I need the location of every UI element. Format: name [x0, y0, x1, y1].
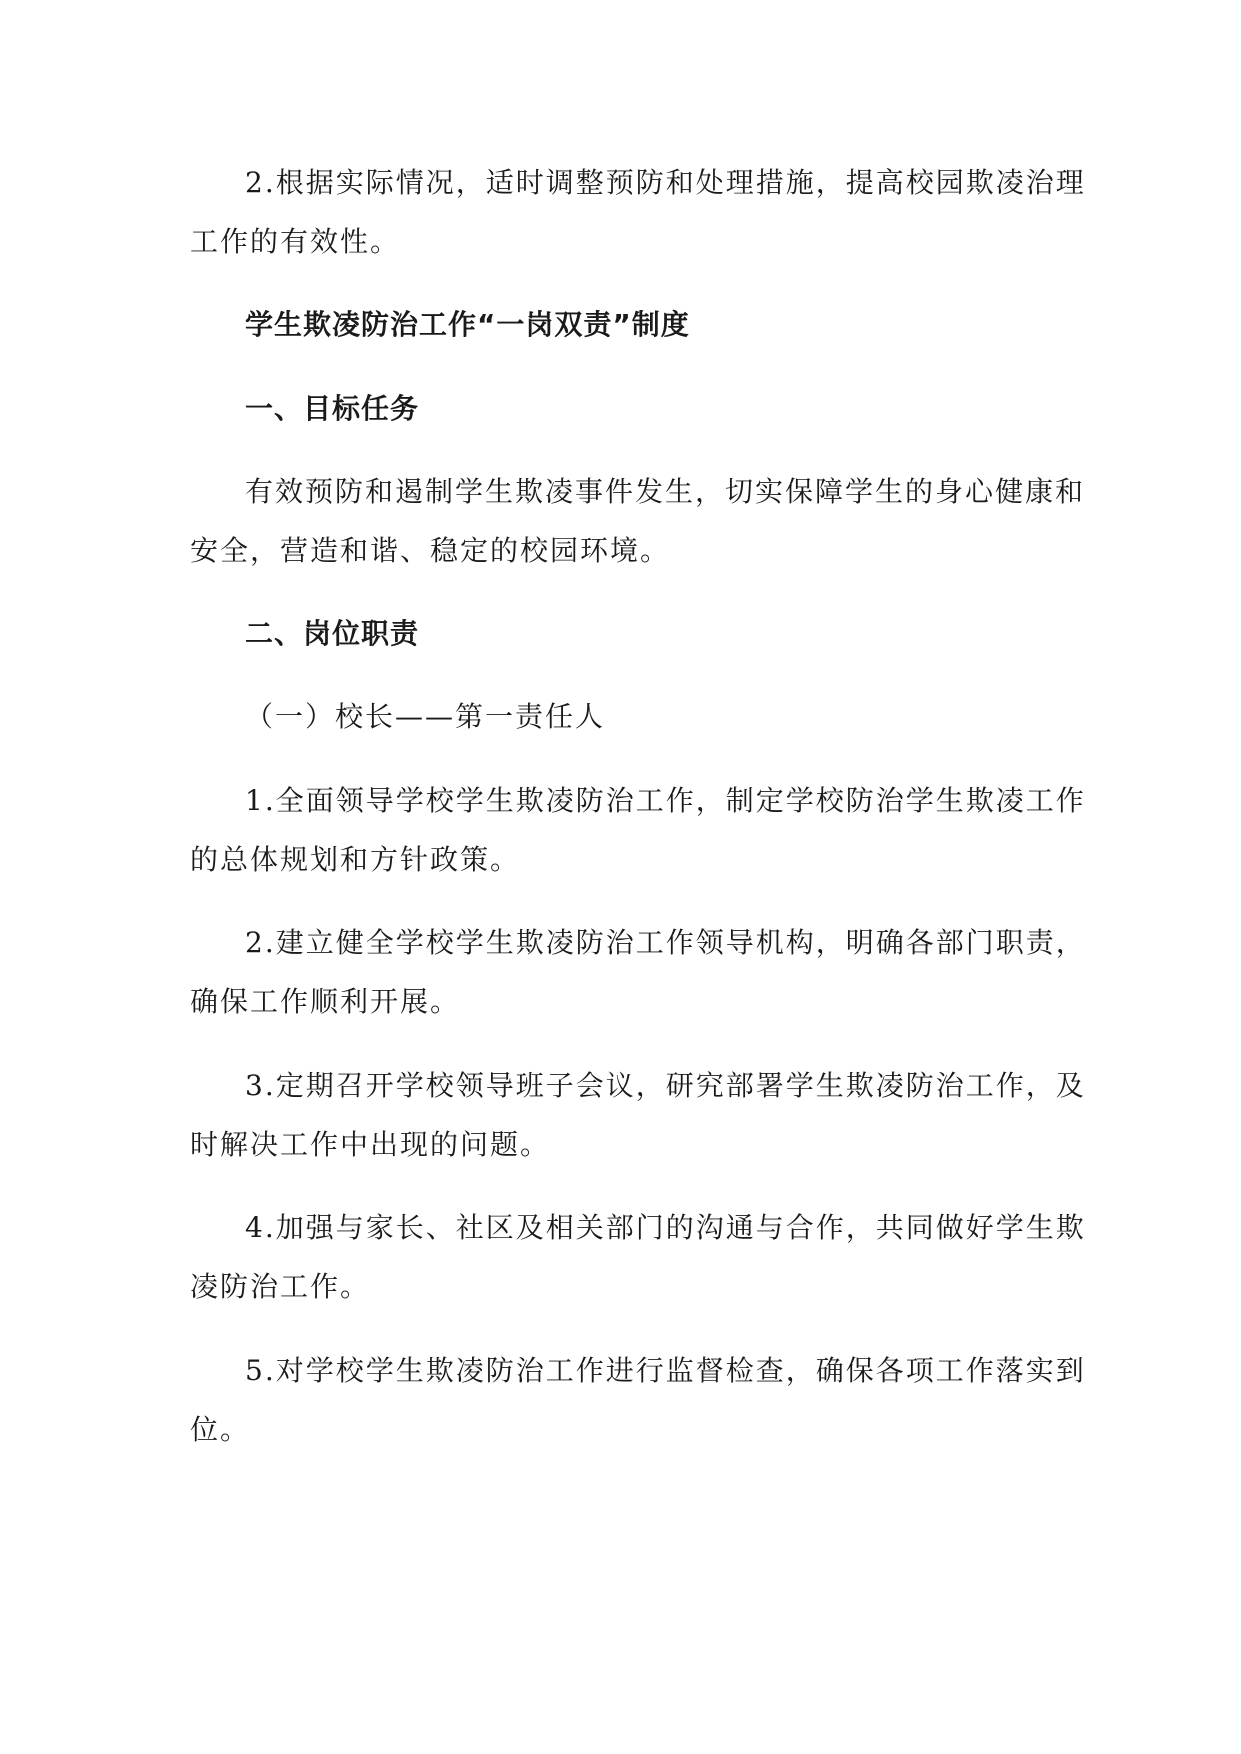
duty-item-5-line-1: 5.对学校学生欺凌防治工作进行监督检查，确保各项工作落实到 — [245, 1354, 1086, 1387]
subsection-heading-principal: （一）校长——第一责任人 — [245, 700, 606, 733]
duty-item-5-line-2: 位。 — [190, 1413, 251, 1446]
document-title: 学生欺凌防治工作“一岗双责”制度 — [245, 308, 690, 341]
goals-paragraph-line-2: 安全，营造和谐、稳定的校园环境。 — [190, 534, 671, 567]
duty-item-3-line-2: 时解决工作中出现的问题。 — [190, 1128, 551, 1161]
section-heading-goals: 一、目标任务 — [245, 392, 420, 425]
duty-item-4-line-2: 凌防治工作。 — [190, 1270, 371, 1303]
duty-item-1-line-2: 的总体规划和方针政策。 — [190, 843, 521, 876]
paragraph-adjust-line-2: 工作的有效性。 — [190, 225, 401, 258]
duty-item-3-line-1: 3.定期召开学校领导班子会议，研究部署学生欺凌防治工作，及 — [245, 1069, 1086, 1102]
goals-paragraph-line-1: 有效预防和遏制学生欺凌事件发生，切实保障学生的身心健康和 — [245, 475, 1086, 508]
duty-item-1-line-1: 1.全面领导学校学生欺凌防治工作，制定学校防治学生欺凌工作 — [245, 784, 1086, 817]
duty-item-2-line-2: 确保工作顺利开展。 — [190, 985, 461, 1018]
paragraph-adjust-line-1: 2.根据实际情况，适时调整预防和处理措施，提高校园欺凌治理 — [245, 166, 1086, 199]
duty-item-4-line-1: 4.加强与家长、社区及相关部门的沟通与合作，共同做好学生欺 — [245, 1211, 1086, 1244]
duty-item-2-line-1: 2.建立健全学校学生欺凌防治工作领导机构，明确各部门职责， — [245, 926, 1086, 959]
section-heading-duties: 二、岗位职责 — [245, 617, 420, 650]
